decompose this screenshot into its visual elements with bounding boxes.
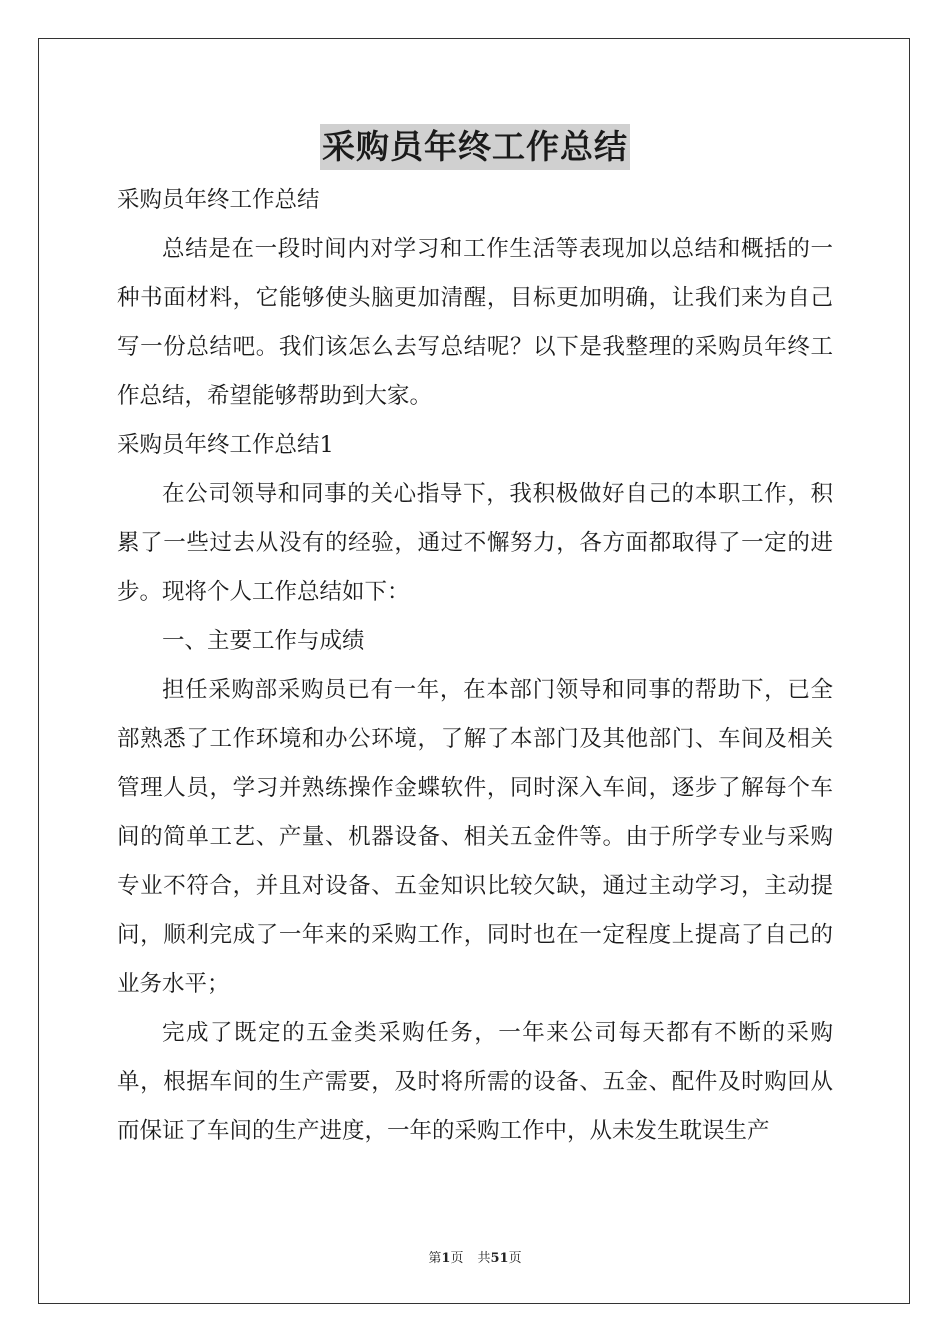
page-unit: 页	[450, 1251, 464, 1266]
section-heading: 采购员年终工作总结1	[117, 432, 334, 458]
page-prefix: 第	[428, 1251, 442, 1266]
body-paragraph: 在公司领导和同事的关心指导下，我积极做好自己的本职工作，积累了一些过去从没有的经验，通过不懈努力，各方面都取得了一定的进步。现将个人工作总结如下：	[117, 481, 833, 605]
document-body	[117, 176, 833, 1156]
page-footer	[0, 1247, 950, 1266]
document-subtitle: 采购员年终工作总结	[117, 187, 320, 213]
total-pages: 51	[490, 1251, 509, 1266]
total-prefix: 共	[477, 1251, 491, 1266]
body-paragraph: 担任采购部采购员已有一年，在本部门领导和同事的帮助下，已全部熟悉了工作环境和办公环境，了解了本部门及其他部门、车间及相关管理人员，学习并熟练操作金蝶软件，同时深入车间，逐步了解每个车间的简单工艺、产量、机器设备、相关五金件等。由于所学专业与采购专业不符合，并且对设备、五金知识比较欠缺，通过主动学习，主动提问，顺利完成了一年来的采购工作，同时也在一定程度上提高了自己的业务水平；	[117, 677, 833, 997]
subsection-heading: 一、主要工作与成绩	[162, 628, 365, 654]
intro-paragraph: 总结是在一段时间内对学习和工作生活等表现加以总结和概括的一种书面材料，它能够使头脑更加清醒，目标更加明确，让我们来为自己写一份总结吧。我们该怎么去写总结呢？以下是我整理的采购员年终工作总结，希望能够帮助到大家。	[117, 236, 833, 409]
title-wrap	[0, 124, 950, 170]
total-unit: 页	[508, 1251, 522, 1266]
document-title: 采购员年终工作总结	[320, 124, 630, 170]
page-number: 1	[441, 1251, 451, 1266]
body-paragraph: 完成了既定的五金类采购任务，一年来公司每天都有不断的采购单，根据车间的生产需要，及时将所需的设备、五金、配件及时购回从而保证了车间的生产进度，一年的采购工作中，从未发生耽误生产	[117, 1020, 833, 1144]
